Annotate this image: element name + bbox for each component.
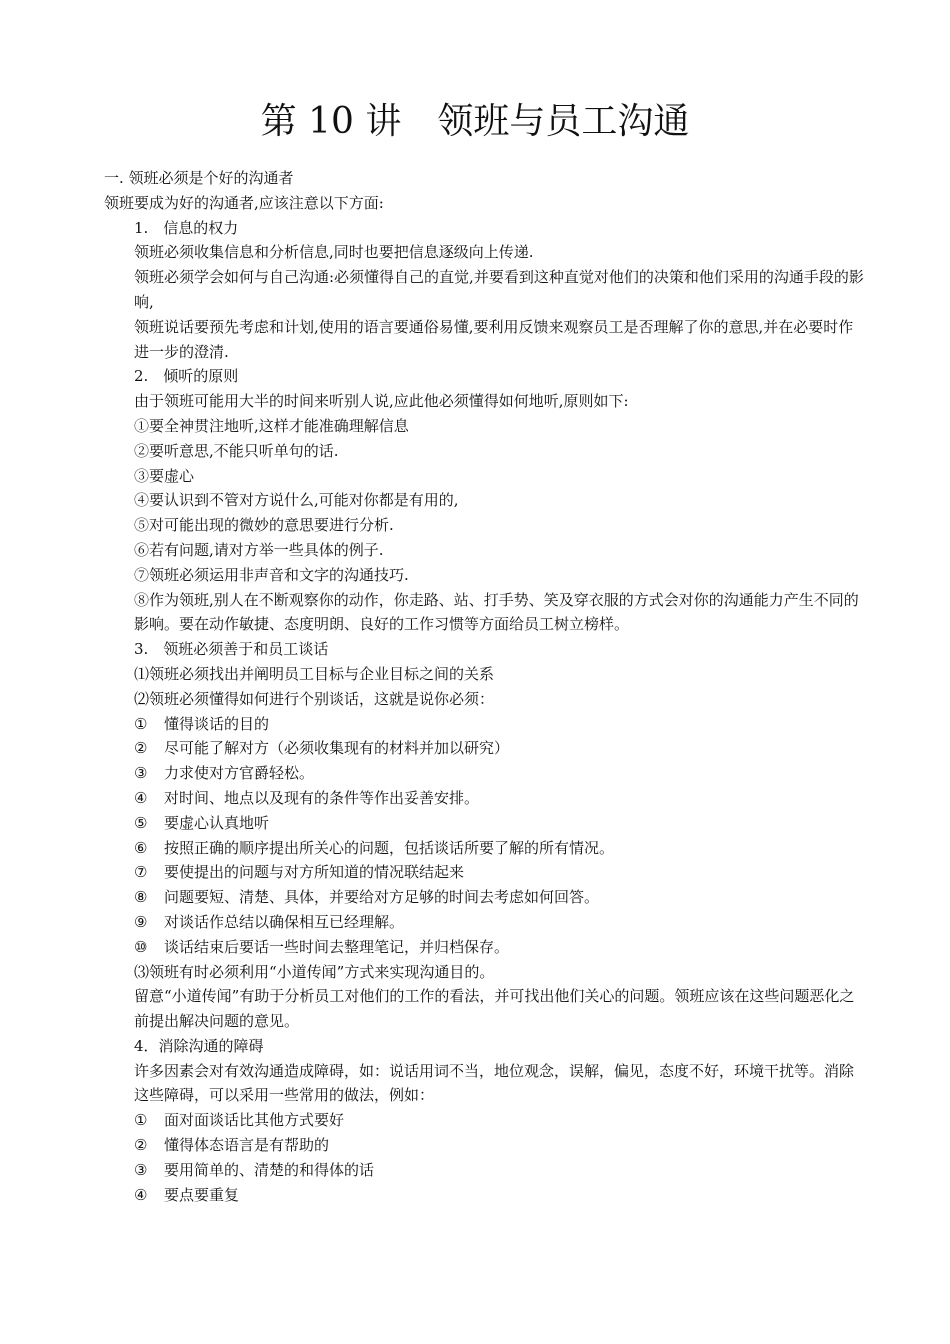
list-number: ⑩	[134, 937, 148, 956]
list-item	[104, 811, 864, 836]
paragraph: 许多因素会对有效沟通造成障碍，如：说话用词不当，地位观念，误解，偏见，态度不好，环境干扰等。消除这些障碍，可以采用一些常用的做法，例如：	[134, 1061, 855, 1105]
list-item	[104, 860, 864, 885]
list-item	[104, 836, 864, 861]
subsection-heading: 4．消除沟通的障碍	[134, 1036, 264, 1055]
page-title: 第 10 讲 领班与员工沟通	[260, 101, 690, 142]
subsection-heading: 3. 领班必须善于和员工谈话	[134, 640, 329, 659]
list-item: ⑦领班必须运用非声音和文字的沟通技巧.	[134, 565, 409, 584]
list-number: ③	[134, 1160, 148, 1179]
document-body	[104, 166, 864, 1207]
list-text: 要使提出的问题与对方所知道的情况联结起来	[164, 863, 465, 882]
paragraph: 领班要成为好的沟通者,应该注意以下方面:	[104, 193, 384, 212]
list-text: 懂得谈话的目的	[164, 714, 270, 733]
list-number: ⑦	[134, 863, 148, 882]
list-text: 按照正确的顺序提出所关心的问题，包括谈话所要了解的所有情况。	[164, 838, 615, 857]
list-text: 对时间、地点以及现有的条件等作出妥善安排。	[164, 788, 480, 807]
list-number: ⑥	[134, 838, 148, 857]
list-text: 要点要重复	[164, 1185, 240, 1204]
paragraph: ⑴领班必须找出并阐明员工目标与企业目标之间的关系	[134, 664, 495, 683]
list-number: ②	[134, 739, 148, 758]
list-item	[104, 1183, 864, 1208]
list-text: 面对面谈话比其他方式要好	[164, 1111, 345, 1130]
list-item: ③要虚心	[134, 466, 195, 485]
paragraph: 领班必须收集信息和分析信息,同时也要把信息逐级向上传递.	[134, 243, 534, 262]
list-item: ⑥若有问题,请对方举一些具体的例子.	[134, 540, 384, 559]
list-item: ④要认识到不管对方说什么,可能对你都是有用的,	[134, 491, 459, 510]
list-text: 对谈话作总结以确保相互已经理解。	[164, 912, 405, 931]
list-number: ④	[134, 788, 148, 807]
paragraph: 领班必须学会如何与自己沟通:必须懂得自己的直觉,并要看到这种直觉对他们的决策和他们采用的沟通手段的影响,	[134, 268, 864, 311]
list-item: ⑧作为领班,别人在不断观察你的动作，你走路、站、打手势、笑及穿衣服的方式会对你的沟通能力产生不同的影响。要在动作敏捷、态度明朗、良好的工作习惯等方面给员工树立榜样。	[134, 590, 859, 634]
list-item	[104, 1158, 864, 1183]
list-text: 懂得体态语言是有帮助的	[164, 1136, 330, 1155]
list-item	[104, 761, 864, 786]
list-item	[104, 1108, 864, 1133]
list-number: ⑧	[134, 888, 148, 907]
paragraph: ⑵领班必须懂得如何进行个别谈话，这就是说你必须：	[134, 689, 495, 708]
paragraph: 领班说话要预先考虑和计划,使用的语言要通俗易懂,要利用反馈来观察员工是否理解了你的意思,并在必要时作进一步的澄清.	[134, 317, 854, 361]
list-number: ①	[134, 1111, 148, 1130]
subsection-heading: 1. 信息的权力	[134, 218, 239, 237]
list-number: ①	[134, 714, 148, 733]
list-item: ①要全神贯注地听,这样才能准确理解信息	[134, 416, 409, 435]
list-text: 要虚心认真地听	[164, 813, 270, 832]
list-item	[104, 712, 864, 737]
list-text: 问题要短、清楚、具体，并要给对方足够的时间去考虑如何回答。	[164, 888, 600, 907]
list-number: ④	[134, 1185, 148, 1204]
list-item	[104, 935, 864, 960]
list-item	[104, 1133, 864, 1158]
list-text: 尽可能了解对方（必须收集现有的材料并加以研究）	[164, 739, 510, 758]
list-number: ⑨	[134, 912, 148, 931]
list-item	[104, 885, 864, 910]
list-number: ⑤	[134, 813, 148, 832]
list-text: 力求使对方官爵轻松。	[164, 764, 315, 783]
paragraph: 留意“小道传闻”有助于分析员工对他们的工作的看法，并可找出他们关心的问题。领班应该在这些问题恶化之前提出解决问题的意见。	[134, 987, 855, 1031]
list-number: ②	[134, 1136, 148, 1155]
list-item	[104, 786, 864, 811]
paragraph: 由于领班可能用大半的时间来听别人说,应此他必须懂得如何地听,原则如下:	[134, 392, 629, 411]
list-item: ②要听意思,不能只听单句的话.	[134, 441, 339, 460]
list-number: ③	[134, 764, 148, 783]
list-text: 谈话结束后要话一些时间去整理笔记，并归档保存。	[164, 937, 510, 956]
list-item	[104, 910, 864, 935]
section-heading: 一. 领班必须是个好的沟通者	[104, 169, 294, 187]
paragraph: ⑶领班有时必须利用“小道传闻”方式来实现沟通目的。	[134, 962, 495, 981]
list-item	[104, 736, 864, 761]
list-text: 要用简单的、清楚的和得体的话	[164, 1160, 375, 1179]
subsection-heading: 2. 倾听的原则	[134, 367, 239, 386]
list-item: ⑤对可能出现的微妙的意思要进行分析.	[134, 516, 394, 535]
